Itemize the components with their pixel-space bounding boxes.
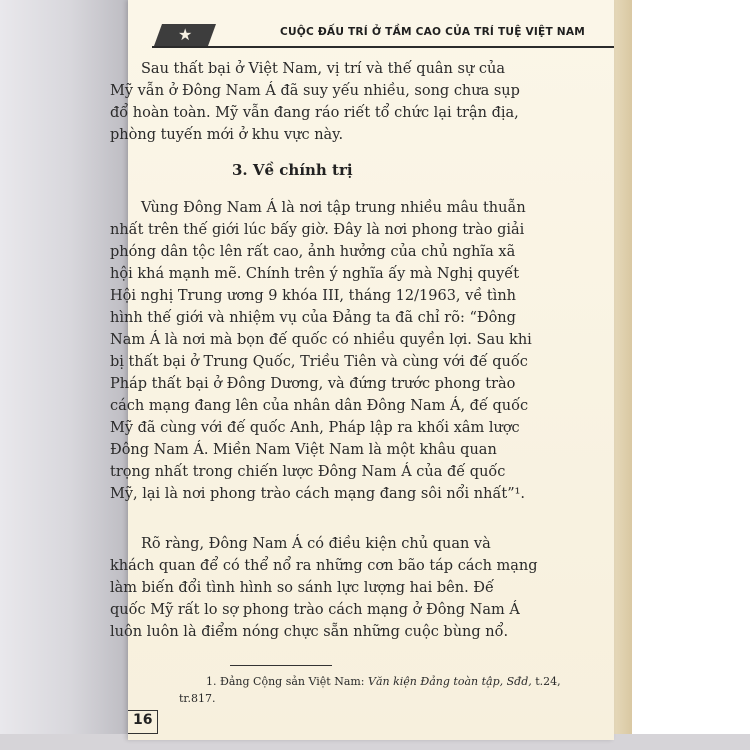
text-line: luôn luôn là điểm nóng chực sẵn những cuộc bùng nổ. [110, 624, 509, 640]
paragraph-2 [110, 197, 560, 505]
text-line: trọng nhất trong chiến lược Đông Nam Á của đế quốc [110, 464, 506, 480]
text-line: đổ hoàn toàn. Mỹ vẫn đang ráo riết tổ chức lại trận địa, [110, 105, 519, 121]
text-line: Mỹ đã cùng với đế quốc Anh, Pháp lập ra khối xâm lược [110, 420, 520, 436]
text-line: khách quan để có thể nổ ra những cơn bão táp cách mạng [110, 558, 538, 574]
text-line: nhất trên thế giới lúc bấy giờ. Đây là nơi phong trào giải [110, 222, 525, 238]
text-line: Sau thất bại ở Việt Nam, vị trí và thế quân sự của [141, 61, 505, 77]
text-line: bị thất bại ở Trung Quốc, Triều Tiên và cùng với đế quốc [110, 354, 528, 370]
footnote-volume: t.24, [531, 675, 561, 688]
text-line: Hội nghị Trung ương 9 khóa III, tháng 12/1963, về tình [110, 288, 516, 304]
section-heading: 3. Về chính trị [232, 161, 353, 179]
footnote [179, 673, 606, 707]
header-rule [152, 46, 614, 48]
text-line: hình thế giới và nhiệm vụ của Đảng ta đã chỉ rõ: “Đông [110, 310, 516, 326]
text-line: Vùng Đông Nam Á là nơi tập trung nhiều mâu thuẫn [141, 200, 526, 216]
footnote-title: Văn kiện Đảng toàn tập, Sđd, [368, 675, 532, 688]
text-line: Nam Á là nơi mà bọn đế quốc có nhiều quyền lợi. Sau khi [110, 332, 532, 348]
paragraph-3 [110, 533, 560, 643]
footnote-line [206, 673, 606, 690]
text-line: cách mạng đang lên của nhân dân Đông Nam Á, đế quốc [110, 398, 529, 414]
page-number: 16 [133, 712, 153, 728]
star-icon: ★ [178, 25, 193, 44]
background-left [0, 0, 128, 750]
text-line: Pháp thất bại ở Đông Dương, và đứng trước phong trào [110, 376, 516, 392]
footnote-author: 1. Đảng Cộng sản Việt Nam: [206, 675, 369, 688]
text-line: phóng dân tộc lên rất cao, ảnh hưởng của chủ nghĩa xã [110, 244, 516, 260]
text-line: hội khá mạnh mẽ. Chính trên ý nghĩa ấy mà Nghị quyết [110, 266, 520, 282]
text-line: quốc Mỹ rất lo sợ phong trào cách mạng ở Đông Nam Á [110, 602, 520, 618]
text-line: Mỹ vẫn ở Đông Nam Á đã suy yếu nhiều, song chưa sụp [110, 83, 520, 99]
running-header: CUỘC ĐẤU TRÍ Ở TẦM CAO CỦA TRÍ TUỆ VIỆT NAM [280, 26, 586, 38]
paragraph-1 [110, 58, 560, 146]
footnote-rule [230, 665, 332, 666]
text-line: làm biến đổi tình hình so sánh lực lượng hai bên. Đế [110, 580, 494, 596]
text-line: Rõ ràng, Đông Nam Á có điều kiện chủ quan và [141, 536, 491, 552]
footnote-page: tr.817. [179, 692, 216, 705]
text-line: Mỹ, lại là nơi phong trào cách mạng đang sôi nổi nhất”¹. [110, 486, 526, 502]
text-line: phòng tuyến mới ở khu vực này. [110, 127, 344, 143]
text-line: Đông Nam Á. Miền Nam Việt Nam là một khâu quan [110, 442, 497, 458]
